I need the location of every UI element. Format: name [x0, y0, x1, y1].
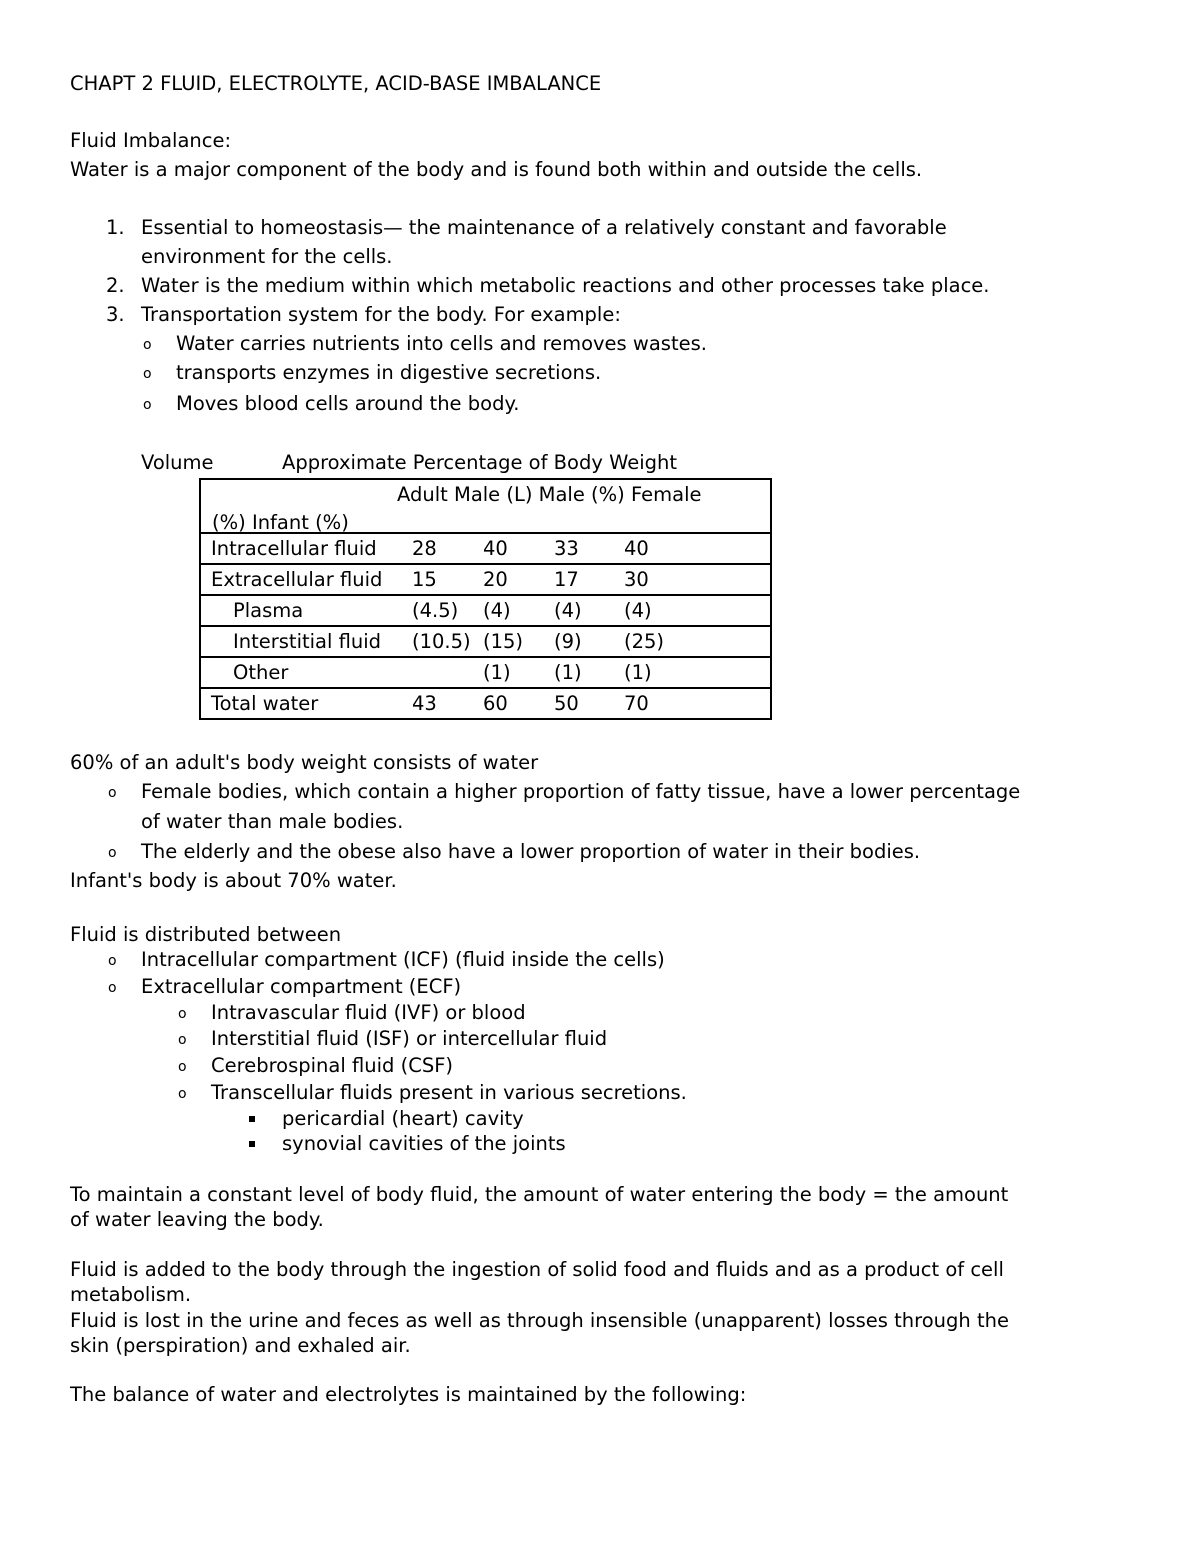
table-cell [412, 657, 483, 688]
list-item-text: Moves blood cells around the body. [176, 392, 520, 415]
list-item-text: Water carries nutrients into cells and removes wastes. [176, 332, 707, 355]
hollow-bullet-icon: o [108, 845, 117, 861]
table-cell: (1) [483, 657, 554, 688]
list-item-text: pericardial (heart) cavity [282, 1107, 524, 1130]
table-cell: (15) [483, 626, 554, 657]
table-cell: 60 [483, 688, 554, 719]
table-row [200, 564, 771, 595]
intro-paragraph: Water is a major component of the body and is found both within and outside the cells. [70, 158, 923, 181]
table-cell: 50 [554, 688, 624, 719]
list-item-text: Intravascular fluid (IVF) or blood [211, 1001, 526, 1024]
lost-paragraph: Fluid is lost in the urine and feces as well as through insensible (unapparent) losses through the [70, 1309, 1009, 1332]
infant-water-paragraph: Infant's body is about 70% water. [70, 869, 397, 892]
list-number: 1. [106, 216, 125, 239]
maintain-paragraph: of water leaving the body. [70, 1208, 324, 1231]
added-paragraph: metabolism. [70, 1283, 192, 1306]
table-row [200, 533, 771, 564]
distribution-heading: Fluid is distributed between [70, 923, 342, 946]
square-bullet-icon [249, 1141, 255, 1147]
document-title: CHAPT 2 FLUID, ELECTROLYTE, ACID-BASE IMBALANCE [70, 72, 602, 95]
row-label: Total water [200, 688, 412, 719]
list-number: 2. [106, 274, 125, 297]
square-bullet-icon [249, 1116, 255, 1122]
table-cell: 40 [483, 533, 554, 564]
fluid-imbalance-heading: Fluid Imbalance: [70, 129, 232, 152]
hollow-bullet-icon: o [108, 785, 117, 801]
list-item-text: Extracellular compartment (ECF) [141, 975, 462, 998]
hollow-bullet-icon: o [143, 366, 152, 382]
adult-water-paragraph: 60% of an adult's body weight consists of water [70, 751, 539, 774]
list-item-text: Transportation system for the body. For example: [141, 303, 621, 326]
hollow-bullet-icon: o [178, 1006, 187, 1022]
list-item-text: Essential to homeostasis— the maintenance of a relatively constant and favorable [141, 216, 947, 239]
table-cell: (4) [483, 595, 554, 626]
list-item-text: Intracellular compartment (ICF) (fluid inside the cells) [141, 948, 665, 971]
table-cell: (1) [624, 657, 771, 688]
list-item-text: The elderly and the obese also have a lower proportion of water in their bodies. [141, 840, 921, 863]
table-cell: 70 [624, 688, 771, 719]
table-header-line: Adult Male (L) Male (%) Female [397, 483, 702, 506]
hollow-bullet-icon: o [108, 980, 117, 996]
table-header-row [200, 479, 771, 533]
maintain-paragraph: To maintain a constant level of body fluid, the amount of water entering the body = the amount [70, 1183, 1009, 1206]
list-item-text: transports enzymes in digestive secretions. [176, 361, 602, 384]
added-paragraph: Fluid is added to the body through the ingestion of solid food and fluids and as a product of cell [70, 1258, 1004, 1281]
balance-paragraph: The balance of water and electrolytes is maintained by the following: [70, 1383, 747, 1406]
list-item-text: Transcellular fluids present in various secretions. [211, 1081, 687, 1104]
hollow-bullet-icon: o [108, 953, 117, 969]
table-header-cell [200, 479, 771, 533]
row-label: Interstitial fluid [200, 626, 412, 657]
list-item-text: synovial cavities of the joints [282, 1132, 566, 1155]
table-row [200, 688, 771, 719]
table-cell: 28 [412, 533, 483, 564]
row-label: Intracellular fluid [200, 533, 412, 564]
list-item-text: of water than male bodies. [141, 810, 404, 833]
table-cell: 33 [554, 533, 624, 564]
table-row [200, 626, 771, 657]
hollow-bullet-icon: o [178, 1032, 187, 1048]
table-cell: (25) [624, 626, 771, 657]
table-cell: 30 [624, 564, 771, 595]
body-water-table [199, 478, 772, 720]
list-item-text: Cerebrospinal fluid (CSF) [211, 1054, 454, 1077]
table-cell: (9) [554, 626, 624, 657]
lost-paragraph: skin (perspiration) and exhaled air. [70, 1334, 411, 1357]
hollow-bullet-icon: o [143, 337, 152, 353]
table-cell: (1) [554, 657, 624, 688]
table-row [200, 657, 771, 688]
hollow-bullet-icon: o [143, 397, 152, 413]
row-label: Plasma [200, 595, 412, 626]
list-number: 3. [106, 303, 125, 326]
table-cell: 43 [412, 688, 483, 719]
table-header-line: (%) Infant (%) [212, 511, 349, 533]
table-cell: 17 [554, 564, 624, 595]
table-cell: (10.5) [412, 626, 483, 657]
hollow-bullet-icon: o [178, 1059, 187, 1075]
list-item-text: Female bodies, which contain a higher proportion of fatty tissue, have a lower percentage [141, 780, 1021, 803]
row-label: Other [200, 657, 412, 688]
table-cell: 40 [624, 533, 771, 564]
list-item-text: environment for the cells. [141, 245, 393, 268]
table-cell: (4) [554, 595, 624, 626]
row-label: Extracellular fluid [200, 564, 412, 595]
table-cell: (4.5) [412, 595, 483, 626]
table-cell: (4) [624, 595, 771, 626]
table-caption-volume: Volume [141, 451, 214, 474]
table-row [200, 595, 771, 626]
hollow-bullet-icon: o [178, 1086, 187, 1102]
table-cell: 15 [412, 564, 483, 595]
list-item-text: Water is the medium within which metabolic reactions and other processes take place. [141, 274, 990, 297]
list-item-text: Interstitial fluid (ISF) or intercellular fluid [211, 1027, 608, 1050]
table-caption-title: Approximate Percentage of Body Weight [282, 451, 678, 474]
table-cell: 20 [483, 564, 554, 595]
